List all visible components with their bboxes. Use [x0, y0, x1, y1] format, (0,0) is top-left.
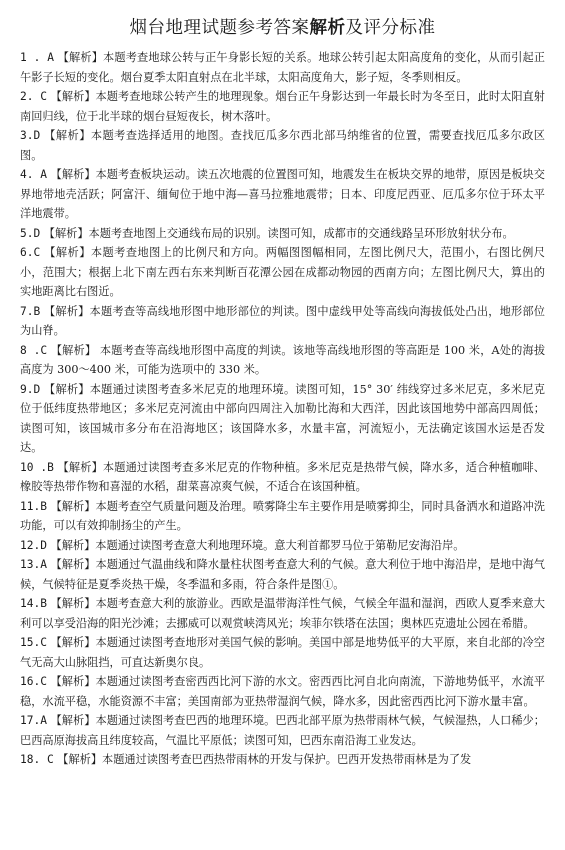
answer-explanation: 【解析】本题通过读图考查密西西比河下游的水文。密西西比河自北向南流，下游地势低平，水流平稳，水流平稳，水能资源不丰富；美国南部为亚热带湿润气候，降水多，因此密西西比河下游水量丰富。 — [20, 675, 545, 708]
answer-number: 17.A — [20, 714, 47, 727]
answer-explanation: 【解析】本题考查等高线地形图中地形部位的判读。图中虚线甲处等高线向海拔低处凸出，地形部位为山脊。 — [20, 304, 545, 337]
answer-item — [20, 555, 545, 594]
answer-item — [20, 224, 545, 244]
answer-number: 14.B — [20, 597, 47, 610]
answer-item — [20, 302, 545, 341]
answer-item — [20, 497, 545, 536]
answer-explanation: 【解析】本题通过读图考查多米尼克的作物种植。多米尼克是热带气候，降水多，适合种植咖啡、橡胶等热带作物和喜湿的水稻，甜菜喜凉爽气候，不适合在该国种植。 — [20, 460, 545, 493]
answer-explanation: 【解析】本题考查地球公转与正午身影长短的关系。地球公转引起太阳高度角的变化，从而引起正午影子长短的变化。烟台夏季太阳直射点在北半球，太阳高度角大，影子短，冬季则相反。 — [20, 51, 545, 84]
answer-number: 9.D — [20, 382, 41, 396]
answer-explanation: 【解析】本题通过读图考查地形对美国气候的影响。美国中部是地势低平的大平原，来自北部的冷空气无高大山脉阻挡，可直达新奥尔良。 — [20, 636, 545, 669]
answer-number: 5.D — [20, 226, 41, 240]
answer-item — [20, 380, 545, 458]
answer-number: 1 . A — [20, 51, 54, 64]
title-suffix: 及评分标准 — [345, 18, 436, 38]
answer-item — [20, 165, 545, 224]
title-prefix: 烟台地理试题参考答案 — [129, 18, 310, 38]
page-title — [20, 14, 545, 39]
answer-number: 3.D — [20, 129, 41, 142]
answer-item — [20, 341, 545, 380]
answer-number: 2. C — [20, 90, 47, 103]
answer-explanation: 【解析】本题通过气温曲线和降水量柱状图考查意大利的气候。意大利位于地中海沿岸，是地中海气候，气候特征是夏季炎热干燥，冬季温和多雨，符合条件是图①。 — [20, 558, 545, 591]
answer-item — [20, 48, 545, 87]
answer-explanation: 【解析】本题通过读图考查意大利地理环境。意大利首都罗马位于第勒尼安海沿岸。 — [50, 538, 465, 552]
answer-item — [20, 594, 545, 633]
answer-item — [20, 87, 545, 126]
answer-number: 6.C — [20, 246, 41, 259]
answer-item — [20, 126, 545, 165]
answer-explanation: 【解析】 本题考查等高线地形图中高度的判读。该地等高线地形图的等高距是 100 米，A处的海拔高度为 300～400 米，可能为选项中的 330 米。 — [20, 343, 546, 376]
answer-number: 7.B — [20, 304, 41, 318]
answer-number: 12.D — [20, 538, 47, 552]
answer-explanation: 【解析】本题通过读图考查巴西热带雨林的开发与保护。巴西开发热带雨林是为了发 — [57, 753, 472, 766]
answer-explanation: 【解析】本题考查意大利的旅游业。西欧是温带海洋性气候，气候全年温和湿润，西欧人夏季来意大利可以享受沿海的阳光沙滩；去挪威可以观赏峡湾风光；埃菲尔铁塔在法国；奥林匹克遗址公园在希腊。 — [20, 597, 545, 630]
answer-explanation: 【解析】本题考查地球公转产生的地理现象。烟台正午身影达到一年最长时为冬至日，此时太阳直射南回归线，位于北半球的烟台昼短夜长，树木落叶。 — [20, 90, 545, 123]
answer-number: 4. A — [20, 168, 47, 181]
answer-item — [20, 536, 545, 556]
answer-explanation: 【解析】本题考查地图上交通线布局的识别。读图可知，成都市的交通线路呈环形放射状分布。 — [43, 226, 514, 240]
answer-number: 11.B — [20, 499, 47, 513]
answer-number: 15.C — [20, 636, 47, 649]
answer-number: 18. C — [20, 753, 54, 766]
answer-item — [20, 750, 545, 770]
answer-explanation: 【解析】本题考查板块运动。读五次地震的位置图可知，地震发生在板块交界的地带，原因是板块交界地带地壳活跃；阿富汗、缅甸位于地中海—喜马拉雅地震带；日本、印度尼西亚、厄瓜多尔位于环太平洋地震带。 — [20, 168, 545, 220]
title-bold: 解析 — [309, 18, 346, 38]
answer-item — [20, 672, 545, 711]
answer-item — [20, 711, 545, 750]
answer-number: 13.A — [20, 558, 47, 571]
answer-item — [20, 633, 545, 672]
answer-explanation: 【解析】本题考查空气质量问题及治理。喷雾降尘车主要作用是喷雾抑尘，同时具备洒水和道路冲洗功能，可以有效抑制扬尘的产生。 — [20, 499, 545, 532]
answer-explanation: 【解析】本题通过读图考查多米尼克的地理环境。读图可知，15° 30′ 纬线穿过多米尼克，多米尼克位于低纬度热带地区；多米尼克河流由中部向四周注入加勒比海和大西洋，因此该国地势中部高四周低；读图可知，该国城市多分布在沿海地区；该国降水多，水量丰富，河流短小，无法确定该国水运是否发达。 — [20, 382, 545, 454]
answer-list — [20, 48, 545, 770]
answer-number: 16.C — [20, 675, 47, 688]
answer-number: 8 .C — [20, 343, 48, 357]
answer-item — [20, 243, 545, 302]
answer-explanation: 【解析】本题考查选择适用的地图。查找厄瓜多尔西北部马纳维省的位置，需要查找厄瓜多尔政区图。 — [20, 129, 545, 162]
answer-explanation: 【解析】本题通过读图考查巴西的地理环境。巴西北部平原为热带雨林气候，气候湿热，人口稀少；巴西高原海拔高且纬度较高，气温比平原低；读图可知，巴西东南沿海工业发达。 — [20, 714, 545, 747]
answer-number: 10 .B — [20, 460, 54, 474]
answer-item — [20, 458, 545, 497]
answer-explanation: 【解析】本题考查地图上的比例尺和方向。两幅图图幅相同，左图比例尺大，范围小，右图比例尺小，范围大；根据上北下南左西右东来判断百花潭公园在成都动物园的西南方向；左图比例尺大，算出的实地距离比右图近。 — [20, 246, 545, 298]
